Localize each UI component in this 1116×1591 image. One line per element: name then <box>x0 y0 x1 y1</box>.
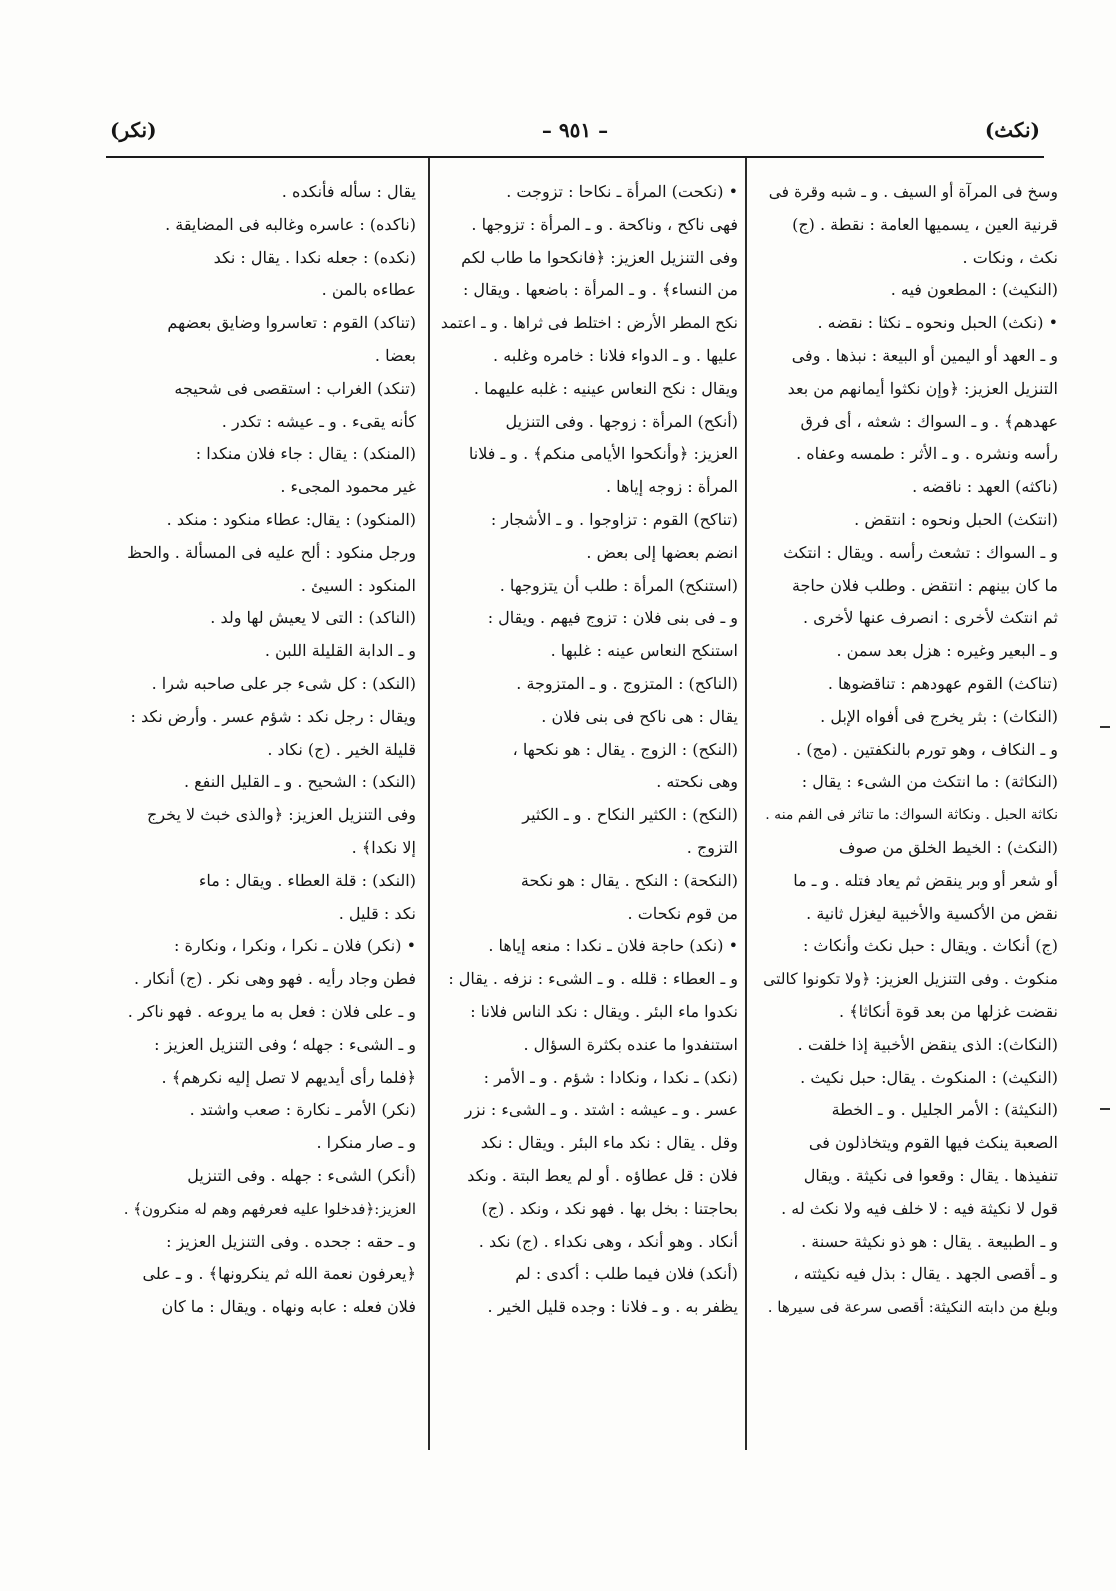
entry-text-line: (النكاث) : بثر يخرج فى أفواه الإبل . <box>820 706 1058 726</box>
entry-text-line: (ناكده) : عاسره وغالبه فى المضايقة . <box>165 214 416 234</box>
entry-text-line: (النكيث) : المنكوث . يقال: حبل نكيث . <box>800 1067 1058 1087</box>
entry-text-line: (النكح) : الزوج . يقال : هو نكحها ، <box>512 739 738 759</box>
column-divider <box>428 158 430 1450</box>
entry-text-line: أو شعر أو وبر ينقض ثم يعاد فتله . و ـ ما <box>793 870 1058 890</box>
entry-text-line: (النكاث): الذى ينقض الأخبية إذا خلقت . <box>797 1034 1058 1054</box>
entry-text-line: (النكث) : الخيط الخلق من صوف <box>838 837 1058 857</box>
entry-text-line: انضم بعضها إلى بعض . <box>586 542 738 562</box>
entry-text-line: ثم انتكث لأخرى : انصرف عنها لأخرى . <box>803 608 1058 628</box>
entry-text-line: ويقال : نكح النعاس عينيه : غلبه عليهما . <box>473 378 738 398</box>
column-right <box>760 176 1058 1446</box>
entry-text-line: و ـ فى بنى فلان : تزوج فيهم . ويقال : <box>487 608 738 628</box>
entry-text-line: (المنكود) : يقال: عطاء منكود : منكد . <box>166 509 416 529</box>
entry-text-line: استنكح النعاس عينه : غلبها . <box>550 641 738 661</box>
entry-text-line: (ج) أنكاث . ويقال : حبل نكث وأنكاث : <box>802 936 1058 956</box>
entry-text-line: (ناكثه) العهد : ناقضه . <box>912 477 1058 497</box>
entry-text-line: التنزيل العزيز: ﴿وإن نكثوا أيمانهم من بعد <box>787 378 1058 398</box>
entry-text-line: (الناكح) : المتزوج . و ـ المتزوجة . <box>516 673 738 693</box>
entry-text-line: (النكيثة) : الأمر الجليل . و ـ الخطة <box>831 1100 1058 1120</box>
entry-text-line: و ـ السواك : تشعث رأسه . ويقال : انتكث <box>783 542 1058 562</box>
entry-text-line: ورجل منكود : ألح عليه فى المسألة . والحظ <box>127 542 416 562</box>
entry-text-line: فهى ناكح ، وناكحة . و ـ المرأة : تزوجها . <box>471 214 738 234</box>
entry-text-line: (تناكد) القوم : تعاسروا وضايق بعضهم <box>167 313 416 333</box>
entry-text-line: بحاجتنا : بخل بها . فهو نكد ، ونكد . (ج) <box>481 1198 738 1218</box>
entry-text-line: (النكحة) : النكح . يقال : هو نكحة <box>520 870 738 890</box>
entry-text-line: العزيز: ﴿وأنكحوا الأيامى منكم﴾ . و ـ فلانا <box>468 444 738 464</box>
page-number: – ٩٥١ – <box>541 118 609 142</box>
entry-text-line: نكدوا ماء البئر . ويقال : نكد الناس فلانا : <box>470 1001 738 1021</box>
entry-text-line: يظفر به . و ـ فلانا : وجده قليل الخير . <box>487 1297 738 1317</box>
entry-text-line: عهدهم﴾ . و ـ السواك : شعثه ، أى فرق <box>800 411 1058 431</box>
page-header <box>110 118 1040 158</box>
entry-text-line: و ـ صار منكرا . <box>316 1133 416 1153</box>
entry-text-line: (نكده) : جعله نكدا . يقال : نكد <box>213 247 416 267</box>
entry-text-line: من النساء﴾ . و ـ المرأة : باضعها . ويقال : <box>462 280 738 300</box>
entry-text-line: إلا نكدا﴾ . <box>351 837 416 857</box>
entry-text-line: (نكد) ـ نكدا ، ونكادا : شؤم . و ـ الأمر : <box>483 1067 738 1087</box>
entry-text-line: عليها . و ـ الدواء فلانا : خامره وغلبه . <box>493 345 738 365</box>
entry-text-line: رأسه ونشره . و ـ الأثر : طمسه وعفاه . <box>796 444 1058 464</box>
entry-text-line: • (نكحت) المرأة ـ نكاحا : تزوجت . <box>506 182 738 201</box>
entry-text-line: منكوث . وفى التنزيل العزيز: ﴿ولا تكونوا كالتى <box>763 970 1058 989</box>
entry-text-line: نقضت غزلها من بعد قوة أنكاثا﴾ . <box>839 1001 1058 1021</box>
entry-text-line: نكث ، ونكات . <box>962 247 1058 267</box>
entry-text-line: (تناكح) القوم : تزاوجوا . و ـ الأشجار : <box>490 509 738 529</box>
entry-text-line: (النكح) : الكثير النكاح . و ـ الكثير <box>522 805 738 825</box>
entry-text-line: كأنه يقىء . و ـ عيشه : تكدر . <box>221 411 416 431</box>
margin-mark <box>1100 726 1110 728</box>
entry-text-line: ﴿فلما رأى أيديهم لا تصل إليه نكرهم﴾ . <box>161 1067 416 1087</box>
entry-text-line: وقل . يقال : نكد ماء البئر . ويقال : نكد <box>480 1133 738 1153</box>
entry-text-line: • (نكر) فلان ـ نكرا ، ونكرا ، ونكارة : <box>173 936 416 956</box>
entry-text-line: (انتكث) الحبل ونحوه : انتقض . <box>854 509 1058 529</box>
entry-text-line: بعضا . <box>374 345 416 365</box>
column-middle <box>440 176 738 1446</box>
entry-text-line: وسخ فى المرآة أو السيف . و ـ شبه وقرة فى <box>768 183 1058 201</box>
entry-text-line: و ـ الدابة القليلة اللبن . <box>264 641 416 661</box>
entry-text-line: نقض من الأكسية والأخبية ليغزل ثانية . <box>806 903 1058 923</box>
entry-text-line: و ـ البعير وغيره : هزل بعد سمن . <box>836 641 1058 661</box>
entry-text-line: وفى التنزيل العزيز: ﴿والذى خبث لا يخرج <box>147 805 416 825</box>
entry-text-line: فطن وجاد رأيه . فهو وهى نكر . (ج) أنكار . <box>134 969 416 989</box>
entry-text-line: من قوم نكحات . <box>627 903 738 923</box>
entry-text-line: و ـ على فلان : فعل به ما يروعه . فهو ناكر . <box>127 1001 416 1021</box>
entry-text-line: العزيز:﴿فدخلوا عليه فعرفهم وهم له منكرون﴾ . <box>123 1199 416 1218</box>
entry-text-line: قرنية العين ، يسميها العامة : نقطة . (ج) <box>792 214 1058 234</box>
column-divider <box>745 158 747 1450</box>
entry-text-line: التزوج . <box>686 837 738 857</box>
entry-text-line: نكح المطر الأرض : اختلط فى ثراها . و ـ اعتمد <box>440 314 738 333</box>
entry-text-line: (النكيث) : المطعون فيه . <box>890 280 1058 300</box>
entry-text-line: (أنكد) فلان فيما طلب : أكدى : لم <box>515 1264 738 1284</box>
entry-text-line: يقال : هى ناكح فى بنى فلان . <box>541 706 738 726</box>
entry-text-line: المرأة : زوجه إياها . <box>605 477 738 497</box>
entry-text-line: تنفيذها . يقال : وقعوا فى نكيثة . ويقال <box>803 1165 1058 1185</box>
entry-text-line: فلان فعله : عابه ونهاه . ويقال : ما كان <box>161 1297 416 1317</box>
entry-text-line: (النكد) : كل شىء جر على صاحبه شرا . <box>151 673 416 693</box>
entry-text-line: و ـ الشىء : جهله ؛ وفى التنزيل العزيز : <box>154 1034 416 1054</box>
entry-text-line: ما كان بينهم : انتقض . وطلب فلان حاجة <box>791 575 1058 595</box>
entry-text-line: الصعبة ينكث فيها القوم ويتخاذلون فى <box>808 1133 1058 1153</box>
margin-mark <box>1100 1108 1110 1110</box>
entry-text-line: يقال : سأله فأنكده . <box>281 182 416 201</box>
entry-text-line: فلان : قل عطاؤه . أو لم يعط البتة . ونكد <box>467 1165 738 1185</box>
entry-text-line: المنكود : السيئ . <box>300 575 416 595</box>
entry-text-line: (أنكح) المرأة : زوجها . وفى التنزيل <box>505 411 738 431</box>
entry-text-line: نكد : قليل . <box>338 903 416 923</box>
column-left <box>118 176 416 1446</box>
entry-text-line: ﴿يعرفون نعمة الله ثم ينكرونها﴾ . و ـ على <box>142 1264 416 1284</box>
entry-text-line: استنفدوا ما عنده بكثرة السؤال . <box>523 1034 738 1054</box>
entry-text-line: • (نكد) حاجة فلان ـ نكدا : منعه إياها . <box>488 936 738 956</box>
entry-text-line: (المنكد) : يقال : جاء فلان منكدا : <box>195 444 416 464</box>
entry-text-line: قول لا نكيثة فيه : لا خلف فيه ولا نكث له . <box>781 1198 1058 1218</box>
entry-text-line: و ـ الطبيعة . يقال : هو ذو نكيثة حسنة . <box>801 1231 1058 1251</box>
entry-text-line: قليلة الخير . (ج) نكاد . <box>267 739 416 759</box>
entry-text-line: عسر . و ـ عيشه : اشتد . و ـ الشىء : نزر <box>464 1100 738 1120</box>
entry-text-line: ويقال : رجل نكد : شؤم عسر . وأرض نكد : <box>130 706 416 726</box>
header-rule <box>106 156 1044 158</box>
entry-text-line: • (نكث) الحبل ونحوه ـ نكثا : نقضه . <box>817 313 1058 333</box>
entry-text-line: وفى التنزيل العزيز: ﴿فانكحوا ما طاب لكم <box>461 247 738 267</box>
entry-text-line: و ـ حقه : جحده . وفى التنزيل العزيز : <box>166 1231 416 1251</box>
header-left-headword: (نكر) <box>110 118 157 142</box>
entry-text-line: عطاءه بالمن . <box>321 280 416 300</box>
entry-text-line: (الناكد) : التى لا يعيش لها ولد . <box>210 608 416 628</box>
entry-text-line: (تناكث) القوم عهودهم : تناقضوها . <box>827 673 1058 693</box>
entry-text-line: (أنكر) الشىء : جهله . وفى التنزيل <box>187 1165 416 1185</box>
entry-text-line: و ـ النكاف ، وهو تورم بالنكفتين . (مج) . <box>796 739 1058 759</box>
entry-text-line: غير محمود المجىء . <box>280 477 416 497</box>
header-right-headword: (نكث) <box>984 118 1040 142</box>
entry-text-line: و ـ أقصى الجهد . يقال : بذل فيه نكيثته ، <box>793 1264 1058 1284</box>
entry-text-line: (استنكح) المرأة : طلب أن يتزوجها . <box>499 575 738 595</box>
entry-text-line: و ـ العطاء : قلله . و ـ الشىء : نزفه . يقال : <box>448 969 738 989</box>
entry-text-line: و ـ العهد أو اليمين أو البيعة : نبذها . وفى <box>791 345 1058 365</box>
entry-text-line: (نكر) الأمر ـ نكارة : صعب واشتد . <box>189 1100 416 1120</box>
entry-text-line: (النكد) : قلة العطاء . ويقال : ماء <box>198 870 416 890</box>
entry-text-line: نكاثة الحبل . ونكاثة السواك: ما تناثر فى الفم منه . <box>765 807 1058 824</box>
entry-text-line: (النكد) : الشحيح . و ـ القليل النفع . <box>183 772 416 792</box>
entry-text-line: وبلغ من دابته النكيثة: أقصى سرعة فى سيرها . <box>767 1298 1058 1317</box>
entry-text-line: وهى نكحته . <box>656 772 738 792</box>
entry-text-line: أنكاد . وهو أنكد ، وهى نكداء . (ج) نكد . <box>478 1231 738 1251</box>
entry-text-line: (تنكد) الغراب : استقصى فى شحيجه <box>174 378 416 398</box>
entry-text-line: (النكاثة) : ما انتكث من الشىء : يقال : <box>801 772 1058 792</box>
